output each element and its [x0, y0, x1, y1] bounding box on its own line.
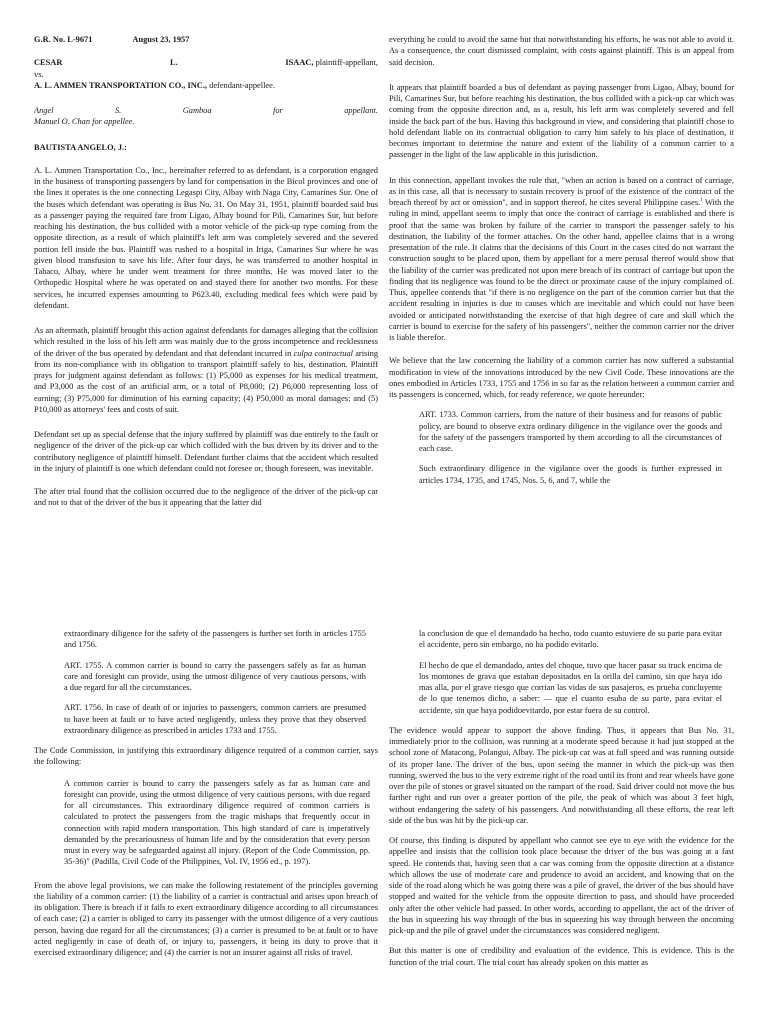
plaintiff-first-name: CESAR: [34, 58, 63, 68]
paragraph-text: As an aftermath, plaintiff brought this action against defendants for damages alleging that the collision which resulted in the loss of his left arm was mainly due to the gross incompetence and recklessness of the driver of the bus operated by defendant and that defendant incurred in: [34, 326, 378, 358]
plaintiff-role: plaintiff-appellant,: [313, 58, 378, 68]
paragraph: The after trial found that the collision occurred due to the negligence of the driver of the pick-up car and not to that of the driver of the bus it appearing that the latter did: [34, 487, 378, 508]
appellee-counsel: Manuel O. Chan for appellee.: [34, 117, 135, 127]
case-header: [34, 34, 378, 45]
paragraph: The Code Commission, in justifying this extraordinary diligence required of a common carrier, says the following:: [34, 746, 378, 767]
block-quote: A common carrier is bound to carry the passengers safely as far as human care and foresight can provide, using the utmost diligence of very cautious persons, with due regard for all circumstances. This extraordinary diligence required of common carriers is calculated to protect the passengers from the tragic mishaps that frequently occur in connection with rapid modern transportation. This high standard of care is imperatively demanded by the precariousness of human life and by the consideration that every person must in every way be safeguarded against all injury. (Report of the Code Commission, pp. 35-36)" (Padilla, Civil Code of the Philippines, Vol. IV, 1956 ed., p. 197).: [64, 778, 370, 867]
page-two-right-column: [389, 628, 734, 1024]
block-quote: la conclusion de que el demandado ha hecho, todo cuanto estuviere de su parte para evitar el accidente, pero sin embargo, no ha podido evitarlo.: [419, 629, 722, 650]
paragraph: It appears that plaintiff boarded a bus of defendant as paying passenger from Ligao, Albay, bound for Pili, Camarines Sur, but before reaching his destination, the bus collided with a pick-up car which was coming from the opposite direction and, as a, result, his left arm was completely severed and fell inside the back part of the bus. Having this background in view, and considering that plaintiff chose to hold defendant liable on its contractual obligation to carry him safely to his place of destination, it becomes important to determine the nature and extent of the liability of a common carrier to a passenger in the light of the law applicable in this jurisdiction.: [389, 82, 734, 160]
page-two-left-column: [34, 628, 378, 1024]
paragraph-text: arising from its non-compliance with its obligation to transport plaintiff safely to his, destination. Plaintiff prays for judgment against defendant as follows: (1) P5,000 as expenses for his medical treatment, and P3,000 as the cost of an artificial arm, or a total of P8,000; (2) P6,000 representing loss of earning; (3) P75,000 for diminution of his earning capacity; (4) P50,000 as moral damages; and (5) P10,000 as attorneys' fees and costs of suit.: [34, 348, 378, 414]
page-one-right-column: [389, 34, 734, 580]
plaintiff-middle-initial: L.: [170, 58, 178, 68]
paragraph: From the above legal provisions, we can make the following restatement of the principles governing the liability of a common carrier: (1) the liability of a carrier is contractual and arises upon breach of its obligation. There is breach if it fails to exert extraordinary diligence according to all circumstances of each case; (2) a carrier is obliged to carry its passenger with the utmost diligence of a very cautious person, having due regard for all the circumstances; (3) a carrier is presumed to be at fault or to have acted negligently in case of death of, or injury to, passengers, it being its duty to prove that it exercised extraordinary diligence; and (4) the carrier is not an insurer against all risks of travel.: [34, 880, 378, 957]
block-quote: Such extraordinary diligence in the vigilance over the goods is further expressed in articles 1734, 1735, and 1745, Nos. 5, 6, and 7, while the: [419, 464, 722, 485]
page-one-left-column: [34, 34, 378, 580]
paragraph: [34, 325, 378, 415]
defendant-line: [34, 80, 378, 91]
paragraph: The evidence would appear to support the above finding. Thus, it appears that Bus No. 31, immediately prior to the collision, was running at a moderate speed because it had just stopped at the school zone of Matacong, Polangui, Albay. The pick-up car was at full speed and was running outside of its proper lane. The driver of the bus, upon seeing the manner in which the pick-up was then running, swerved the bus to the very extreme right of the road until its front and rear wheels have gone over the pile of stones or gravel situated on the rampart of the road. Said driver could not move the bus farther right and run over a greater portion of the pile, the peak of which was about 3 feet high, without endangering the safety of his passengers. And notwithstanding all these efforts, the rear left side of the bus was hit by the pick-up car.: [389, 725, 734, 825]
block-quote: ART. 1733. Common carriers, from the nature of their business and for reasons of public policy, are bound to observe extra ordinary diligence in the vigilance over the goods and for the safety of the passengers transported by them according to all the circumstances of each case.: [419, 410, 722, 453]
paragraph-text: With the ruling in mind, appellant seems to imply that once the contract of carriage is established and there is proof that the same was broken by failure of the carrier to transport the passenger safely to his destination, the liability of the former attaches. On the other hand, appellee claims that is a wrong presentation of the rule. It claims that the decisions of this Court in the cases cited do not warrant the construction sought to be placed upon, them by appellant for a mere perusal thereof would show that the liability of the carrier was predicated not upon mere breach of its contract of carriage but upon the finding that its negligence was found to be the direct or proximate cause of the injury complained of. Thus, appellee contends that "if there is no negligence on the part of the common carrier but that the accident resulting in injuries is due to causes which are inevitable and which could not have been avoided or anticipated notwithstanding the exercise of that high degree of care and skill which the carrier is bound to exercise for the safety of his passengers", neither the common carrier nor the driver is liable therefor.: [389, 198, 734, 342]
footnote-marker: 1: [700, 198, 703, 204]
paragraph: [389, 175, 734, 344]
decision-date: August 23, 1957: [132, 35, 190, 44]
plaintiff-line: [34, 57, 378, 68]
paragraph: A. L. Ammen Transportation Co., Inc., hereinafter referred to as defendant, is a corporation engaged in the business of transporting passengers by land for compensation in the Bicol provinces and one of the lines it operates is the one connecting Legaspi City, Albay with Naga City, Camarines Sur. One of the buses which defendant was operating is Bus No. 31. On May 31, 1951, plaintiff boarded said bus as a passenger paying the required fare from Ligao, Albay bound for Pili, Camarines Sur, but before reaching his destination, the bus collided with a motor vehicle of the pick-up type coming from the opposite direction, as a result of which plaintiff's left arm was completely severed and the severed portion fell inside the bus. Plaintiff was rushed to a hospital in Iriga, Camarines Sur where he was given blood transfusion to save his life. After four days, he was transferred to another hospital in Tabaco, Albay, where he under went treatment for three months. He was moved later to the Orthopedic Hospital where he was operated on and stayed there for another two months. For these services, he incurred expenses amounting to P623.40, excluding medical fees which were paid by defendant.: [34, 165, 378, 310]
gr-number: G.R. No. L-9671: [34, 35, 93, 44]
counsel-word: appellant.: [344, 106, 378, 115]
counsel-word: Gamboa: [182, 106, 212, 115]
block-quote: extraordinary diligence for the safety of the passengers is further set forth in articles 1755 and 1756.: [64, 629, 366, 650]
defendant-name: A. L. AMMEN TRANSPORTATION CO., INC.,: [34, 80, 208, 90]
plaintiff-last-name: ISAAC,: [285, 58, 314, 68]
paragraph-italic: culpa contractual: [293, 348, 353, 358]
appellant-counsel: [34, 105, 378, 116]
paragraph: everything he could to avoid the same but that notwithstanding his efforts, he was not able to avoid it. As a consequence, the court dismissed complaint, with costs against plaintiff. This is an appeal from said decision.: [389, 35, 734, 67]
counsel-word: for: [273, 106, 283, 115]
versus: vs.: [34, 69, 44, 79]
counsel-word: S.: [114, 106, 122, 115]
paragraph: We believe that the law concerning the liability of a common carrier has now suffered a substantial modification in view of the innovations introduced by the new Civil Code. These innovations are the ones embodied in Articles 1733, 1755 and 1756 in so far as the relation between a common carrier and its passengers is concerned, which, for ready reference, we quote hereunder:: [389, 356, 734, 399]
paragraph: Of course, this finding is disputed by appellant who cannot see eye to eye with the evidence for the appellee and insists that the collision took place because the driver of the bus was going at a fast speed. He contends that, having seen that a car was coming from the opposite direction at a distance which allows the use of moderate care and prudence to avoid an accident, and knowing that on the side of the road along which he was going there was a pile of gravel, the driver of the bus should have stopped and waited for the vehicle from the opposite direction to pass, and should have proceeded only after the other vehicle had passed. In other words, according to appellant, the act of the driver of the bus in squeezing his way through of the bus in squeezing his way through between the oncoming pick-up and the pile of gravel under the circumstances was considered negligent.: [389, 836, 734, 935]
page-separator: [0, 580, 768, 620]
paragraph: Defendant set up as special defense that the injury suffered by plaintiff was due entirely to the fault or negligence of the driver of the pick-up car which collided with the bus driven by its driver and to the contributory negligence of plaintiff himself. Defendant further claims that the accident which resulted in the injury of plaintiff is one which defendant could not foresee or, though foreseen, was inevitable.: [34, 430, 378, 473]
paragraph: But this matter is one of credibility and evaluation of the evidence. This is evidence. This is the function of the trial court. The trial court has already spoken on this matter as: [389, 946, 734, 967]
page-two: [0, 620, 768, 1024]
paragraph-text: In this connection, appellant invokes the rule that, "when an action is based on a contract of carriage, as in this case, all that is necessary to sustain recovery is proof of the existence of the contract of the breach thereof by act or omission", and in support thereof, he cites several Philippine cases.: [389, 175, 734, 207]
counsel-word: Angel: [34, 106, 54, 115]
block-quote: El hecho de que el demandado, antes del choque, tuvo que hacer pasar su truck encima de los montones de grava que estaban depositados en la orilla del camino, sin que haya ido mas alla, por el grave riesgo que corrian las vidas de sus pasajeros, es prueba concluyente de lo que tenemos dicho, a saber: — que el cuanto esuba de su parte, para evitar el accidente, sin que haya podidoevitardo, por estar fuera de su control.: [419, 660, 722, 715]
defendant-role: defendant-appellee.: [207, 80, 275, 90]
block-quote: ART. 1755. A common carrier is bound to carry the passengers safely as far as human care and foresight can provide, using the utmost diligence of very cautious persons, with a due regard for all the circumstances.: [64, 660, 366, 692]
block-quote: ART. 1756. In case of death of or injuries to passengers, common carriers are presumed to have been at fault or to have acted negligently, unless they prove that they observed extraordinary diligence as prescribed in articles 1733 and 1755.: [64, 703, 366, 735]
ponente: BAUTISTA ANGELO, J.:: [34, 142, 127, 152]
